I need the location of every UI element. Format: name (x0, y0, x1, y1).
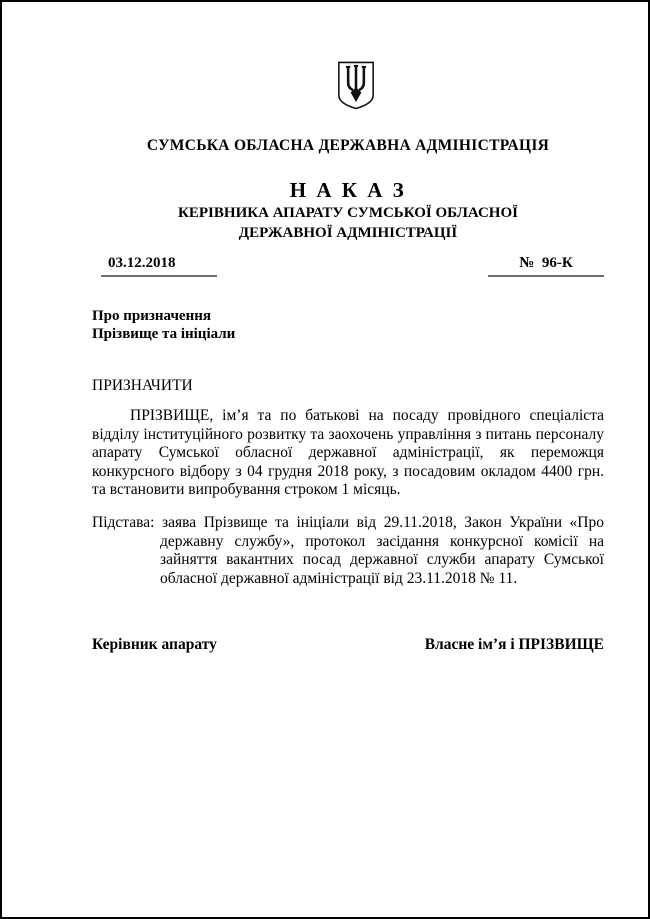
action-word: ПРИЗНАЧИТИ (92, 377, 193, 394)
subject-line-1: Про призначення (92, 308, 211, 324)
meta-row (92, 255, 604, 277)
document-number: № 96-К (488, 255, 604, 277)
basis-paragraph (92, 514, 604, 588)
emblem-container (92, 60, 604, 116)
subject-block (92, 307, 604, 343)
issuer-line-1: КЕРІВНИКА АПАРАТУ СУМСЬКОЇ ОБЛАСНОЇ (178, 205, 518, 221)
organization-title: СУМСЬКА ОБЛАСНА ДЕРЖАВНА АДМІНІСТРАЦІЯ (146, 137, 550, 154)
basis-label: Підстава: (92, 513, 155, 531)
document-type-title: Н А К А З (289, 178, 407, 202)
order-paragraph: ПРІЗВИЩЕ, ім’я та по батькові на посаду провідного спеціаліста відділу інституційного розвитку та заохочень управління з питань персоналу апарату Сумської обласної державної адміністрації, як переможця конкурсного відбору з 04 грудня 2018 року, з посадовим окладом 4400 грн. та встановити випробування строком 1 місяць. (92, 407, 604, 499)
signature-row (92, 636, 604, 654)
basis-text: заява Прізвище та ініціали від 29.11.2018, Закон України «Про державну службу», протокол засідання конкурсної комісії на зайняття вакантних посад державної служби апарату Сумської обласної державної адміністрації від 23.11.2018 № 11. (160, 513, 604, 587)
document-date: 03.12.2018 (101, 255, 217, 277)
issuer-line-2: ДЕРЖАВНОЇ АДМІНІСТРАЦІЇ (238, 225, 458, 241)
signer-position: Керівник апарату (92, 636, 217, 654)
ukraine-trident-icon (336, 60, 376, 111)
subject-line-2: Прізвище та ініціали (92, 326, 236, 342)
document-content (2, 60, 648, 654)
signer-name: Власне ім’я і ПРІЗВИЩЕ (424, 636, 604, 654)
